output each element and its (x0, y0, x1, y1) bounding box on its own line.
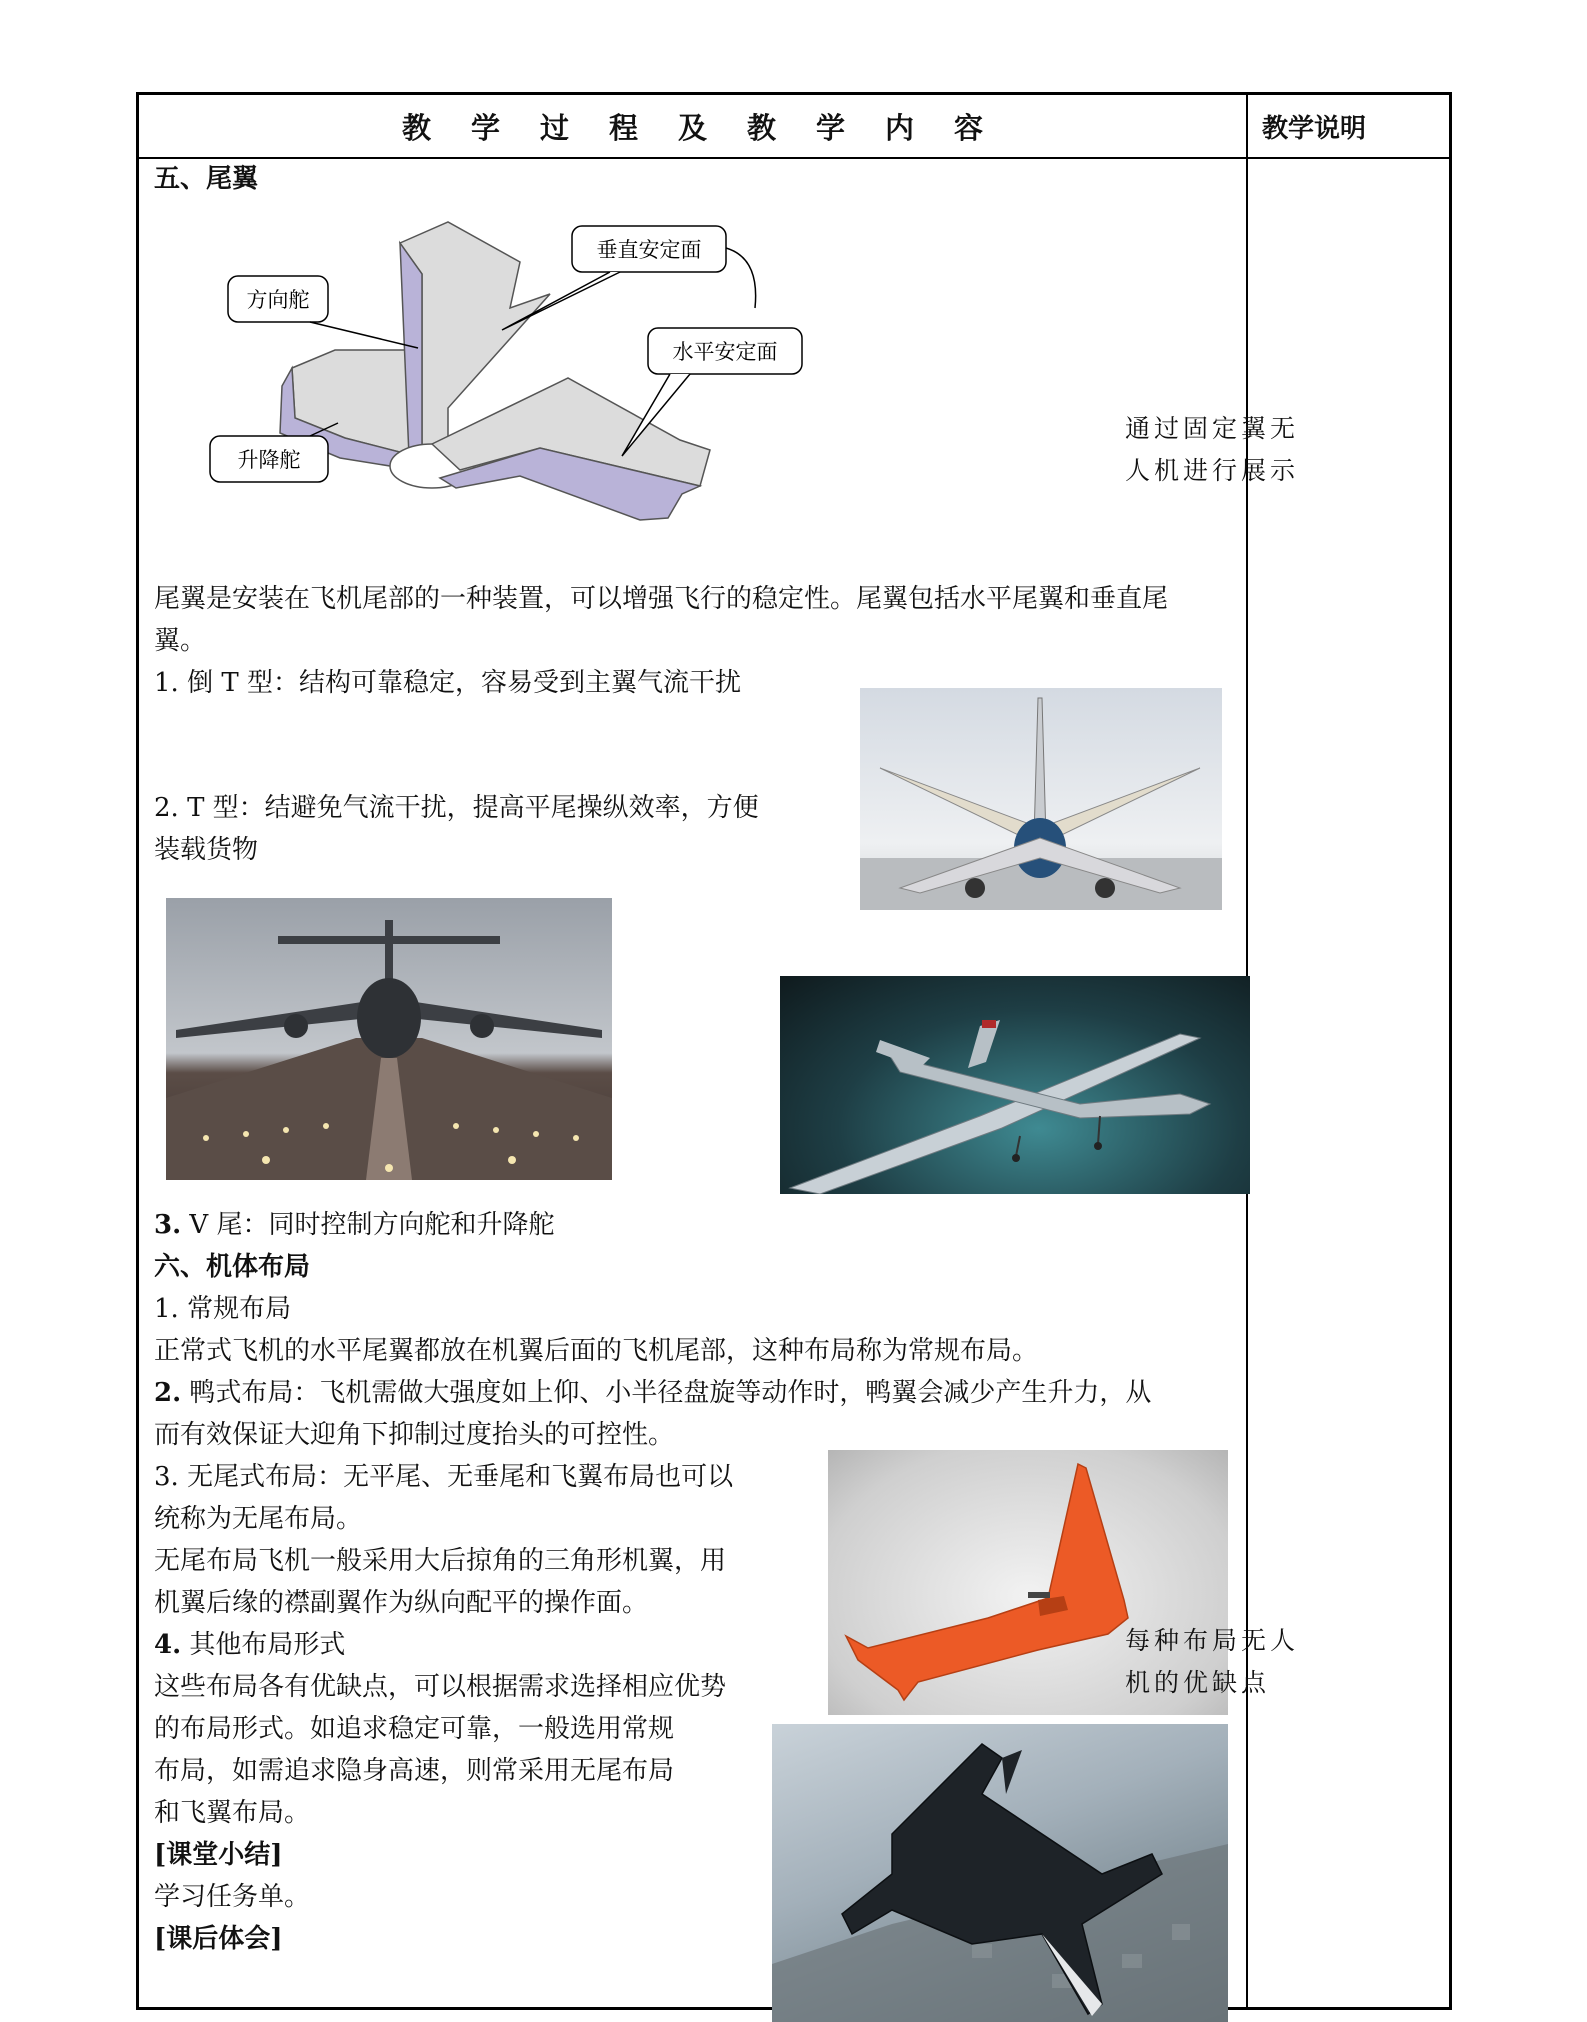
section5-item3-number: 3. (154, 1210, 182, 1240)
section6-item4-text: 其他布局形式 (181, 1630, 346, 1660)
section6-item3-line3: 无尾布局飞机一般采用大后掠角的三角形机翼，用 (154, 1546, 727, 1576)
section6-heading: 六、机体布局 (154, 1252, 311, 1282)
section6-item2-text: 鸭式布局：飞机需做大强度如上仰、小半径盘旋等动作时，鸭翼会减少产生升力，从 (181, 1378, 1152, 1408)
header-note-title: 教学说明 (1262, 113, 1367, 144)
section5-item3 (154, 1204, 554, 1246)
section6-item4 (154, 1624, 345, 1666)
section6-item3-line1: 3. 无尾式布局：无平尾、无垂尾和飞翼布局也可以 (154, 1462, 734, 1492)
section6-item2-number: 2. (154, 1378, 182, 1408)
header-main-title: 教学过程及教学内容 (401, 110, 1023, 145)
section6-item1: 1. 常规布局 (154, 1294, 292, 1324)
section6-item4-number: 4. (154, 1630, 182, 1660)
section5-intro-line1: 尾翼是安装在飞机尾部的一种装置，可以增强飞行的稳定性。尾翼包括水平尾翼和垂直尾 (154, 584, 1169, 614)
section6-item3-line2: 统称为无尾布局。 (154, 1504, 363, 1534)
note2-line2: 机的优缺点 (1125, 1668, 1271, 1697)
note1-line1: 通过固定翼无 (1125, 414, 1300, 443)
section5-item3-text: V 尾：同时控制方向舵和升降舵 (181, 1210, 555, 1240)
photo-cargo-plane-t-tail (166, 898, 612, 1180)
header-divider (139, 157, 1449, 159)
section6-item3-line4: 机翼后缘的襟副翼作为纵向配平的操作面。 (154, 1588, 649, 1618)
section5-item2-line2: 装载货物 (154, 835, 259, 865)
section6-item4-line3: 布局，如需追求隐身高速，则常采用无尾布局 (154, 1756, 675, 1786)
section6-item4-line1: 这些布局各有优缺点，可以根据需求选择相应优势 (154, 1672, 727, 1702)
section6-item1-desc: 正常式飞机的水平尾翼都放在机翼后面的飞机尾部，这种布局称为常规布局。 (154, 1336, 1039, 1366)
summary-heading: [课堂小结] (154, 1840, 283, 1870)
tail-diagram (200, 218, 820, 528)
photo-drone-v-tail (780, 976, 1250, 1194)
section5-intro-line2: 翼。 (154, 626, 207, 656)
photo-fighter-jet (772, 1724, 1228, 2022)
section6-item2-line2: 而有效保证大迎角下抑制过度抬头的可控性。 (154, 1420, 675, 1450)
note1-line2: 人机进行展示 (1125, 456, 1300, 485)
label-horizontal-stabilizer: 水平安定面 (672, 341, 778, 364)
summary-text: 学习任务单。 (154, 1882, 311, 1912)
note2-line1: 每种布局无人 (1125, 1626, 1300, 1655)
label-elevator: 升降舵 (237, 449, 301, 472)
reflection-heading: [课后体会] (154, 1924, 283, 1954)
label-rudder: 方向舵 (246, 289, 310, 312)
photo-airliner-inverted-t (860, 688, 1222, 910)
label-vertical-stabilizer: 垂直安定面 (596, 239, 702, 262)
section5-item1: 1. 倒 T 型：结构可靠稳定，容易受到主翼气流干扰 (154, 668, 741, 698)
section5-item2-line1: 2. T 型：结避免气流干扰，提高平尾操纵效率，方便 (154, 793, 759, 823)
section6-item2-line1 (154, 1372, 1151, 1414)
section6-item4-line4: 和飞翼布局。 (154, 1798, 311, 1828)
section6-item4-line2: 的布局形式。如追求稳定可靠，一般选用常规 (154, 1714, 675, 1744)
section5-heading: 五、尾翼 (154, 164, 259, 194)
